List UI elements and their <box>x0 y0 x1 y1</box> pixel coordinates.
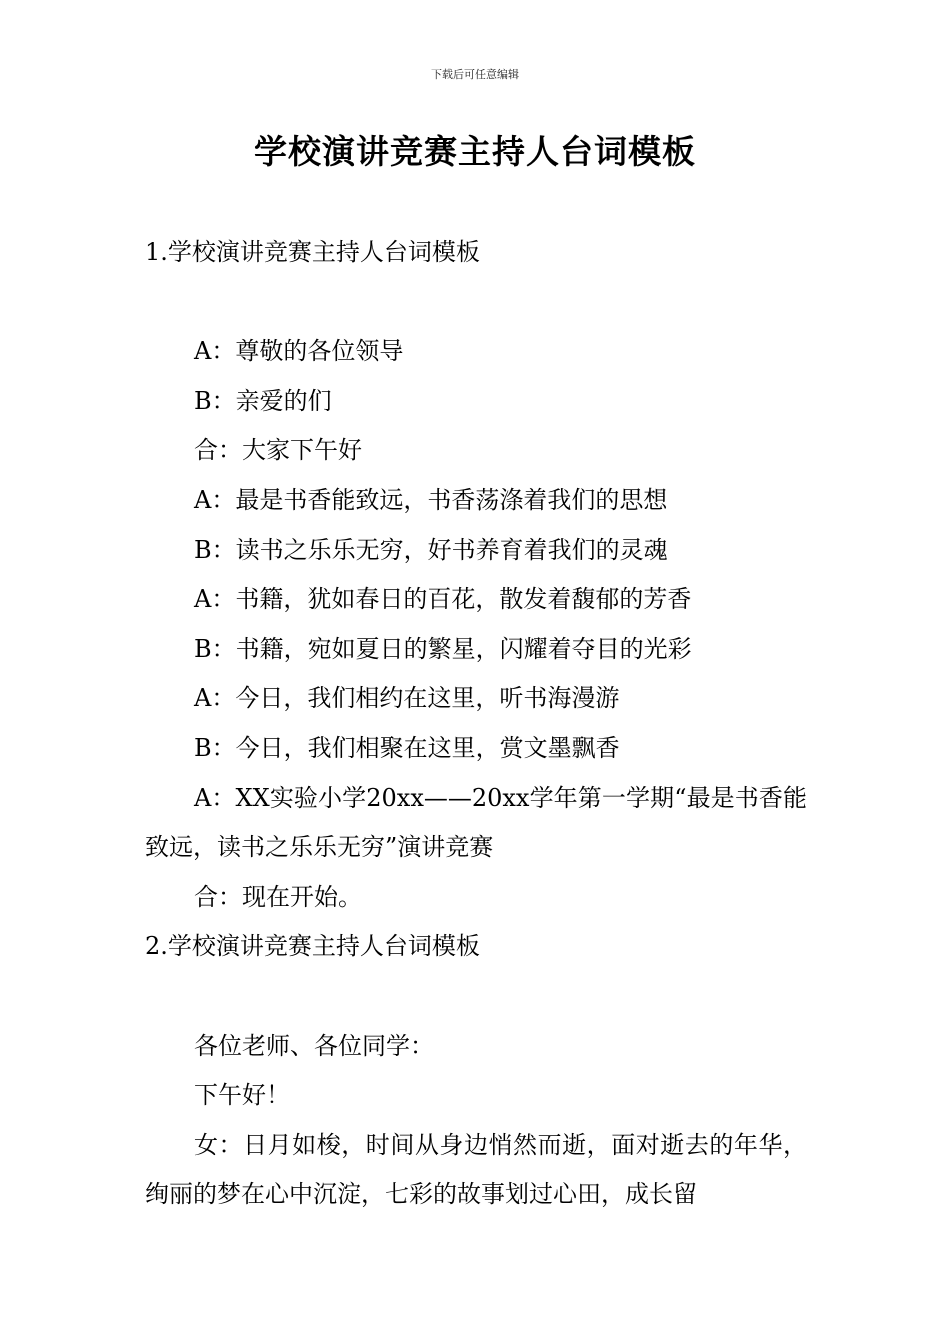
dialogue-line: 合：现在开始。 <box>194 882 362 911</box>
dialogue-line: A：书籍，犹如春日的百花，散发着馥郁的芳香 <box>194 585 692 614</box>
dialogue-line: 合：大家下午好 <box>194 436 362 465</box>
dialogue-line: B：今日，我们相聚在这里，赏文墨飘香 <box>194 733 620 762</box>
section-heading-1: 1.学校演讲竞赛主持人台词模板 <box>145 238 480 266</box>
dialogue-line: B：读书之乐乐无穷，好书养育着我们的灵魂 <box>194 535 668 564</box>
dialogue-line: A：最是书香能致远，书香荡涤着我们的思想 <box>194 485 668 514</box>
dialogue-paragraph: A：XX实验小学20xx——20xx学年第一学期“最是书香能致远，读书之乐乐无穷”演讲竞赛 <box>145 783 807 862</box>
dialogue-line: A：今日，我们相约在这里，听书海漫游 <box>194 684 620 713</box>
dialogue-line: A：尊敬的各位领导 <box>194 337 404 366</box>
spacer <box>145 972 807 1022</box>
document-title: 学校演讲竞赛主持人台词模板 <box>254 132 696 171</box>
section-heading-2: 2.学校演讲竞赛主持人台词模板 <box>145 932 480 961</box>
dialogue-paragraph: 女：日月如梭，时间从身边悄然而逝，面对逝去的年华，绚丽的梦在心中沉淀，七彩的故事划过心田，成长留 <box>145 1130 807 1209</box>
document-body <box>145 228 807 1220</box>
dialogue-line: B：亲爱的们 <box>194 386 332 415</box>
header-note: 下载后可任意编辑 <box>431 68 519 81</box>
dialogue-line: 各位老师、各位同学： <box>194 1031 434 1060</box>
dialogue-line: B：书籍，宛如夏日的繁星，闪耀着夺目的光彩 <box>194 634 692 663</box>
dialogue-line: 下午好！ <box>194 1081 290 1110</box>
spacer <box>145 278 807 328</box>
